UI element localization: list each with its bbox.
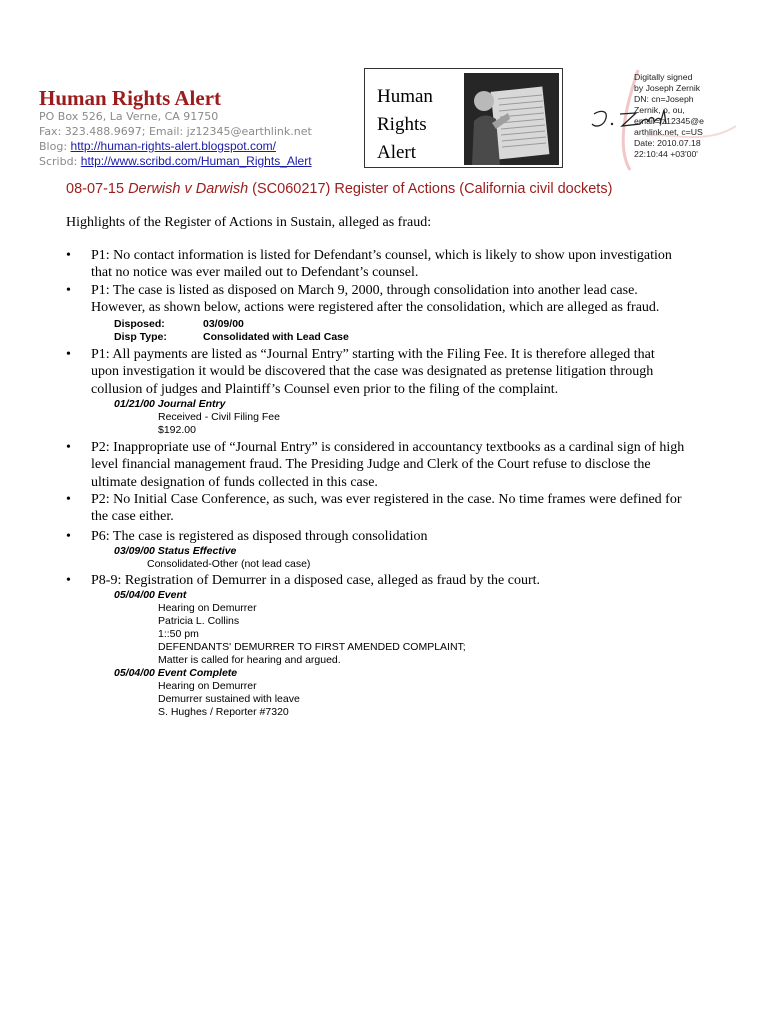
bullet-line: collusion of judges and Plaintiff’s Counsel even prior to the filing of the complaint. bbox=[91, 381, 559, 397]
bullet-line: that no notice was ever mailed out to Defendant’s counsel. bbox=[91, 265, 419, 281]
event-complete-date: 05/04/00 bbox=[114, 667, 155, 679]
event-line: Hearing on Demurrer bbox=[158, 602, 257, 614]
logo-word-2: Rights bbox=[377, 114, 427, 135]
event-complete-line: Demurrer sustained with leave bbox=[158, 693, 300, 705]
bullet-dot: • bbox=[66, 573, 71, 588]
journal-entry-amount: $192.00 bbox=[158, 424, 196, 436]
bullet-text bbox=[91, 282, 768, 317]
signature-line: Digitally signed bbox=[634, 72, 693, 82]
bullet-line: P2: Inappropriate use of “Journal Entry” is considered in accountancy textbooks as a cardinal sign of high bbox=[91, 440, 685, 455]
signature-line: by Joseph Zernik bbox=[634, 83, 701, 93]
journal-entry-title: Journal Entry bbox=[157, 398, 226, 410]
status-effective-title: Status Effective bbox=[157, 545, 237, 557]
event-complete-title: Event Complete bbox=[157, 667, 238, 679]
signature-details bbox=[634, 72, 704, 160]
bullet-line: ultimate designation of funds collected in this case. bbox=[91, 474, 378, 490]
signature-line: 22:10:44 +03'00' bbox=[634, 149, 698, 159]
bullet-dot: • bbox=[66, 492, 71, 507]
intro-text: Highlights of the Register of Actions in Sustain, alleged as fraud: bbox=[66, 215, 432, 230]
event-complete-line: Hearing on Demurrer bbox=[158, 680, 257, 692]
event-complete-heading bbox=[114, 667, 237, 680]
bullet-text bbox=[91, 528, 768, 545]
bullet-line: However, as shown below, actions were registered after the consolidation, which are alleged as fraud. bbox=[91, 300, 660, 316]
bullet-line: upon investigation it would be discovered that the case was designated as pretense litigation through bbox=[91, 364, 654, 380]
org-name: Human Rights Alert bbox=[39, 86, 222, 110]
signature-line: Zernik, o, ou, bbox=[634, 105, 685, 115]
bullet-dot: • bbox=[66, 440, 71, 455]
title-case-name: Derwish v Darwish bbox=[128, 181, 249, 197]
bullet-line: P1: All payments are listed as “Journal Entry” starting with the Filing Fee. It is therefore alleged that bbox=[91, 347, 655, 362]
journal-entry-desc: Received - Civil Filing Fee bbox=[158, 411, 280, 423]
event-title: Event bbox=[157, 589, 187, 601]
document-title bbox=[66, 181, 612, 197]
bullet-line: P8-9: Registration of Demurrer in a disposed case, alleged as fraud by the court. bbox=[91, 573, 541, 588]
logo-word-1: Human bbox=[377, 86, 433, 107]
bullet-line: P1: No contact information is listed for Defendant’s counsel, which is likely to show upon investigation bbox=[91, 248, 672, 263]
event-line: 1::50 pm bbox=[158, 628, 199, 640]
signature-line: arthlink.net, c=US bbox=[634, 127, 703, 137]
event-line: Matter is called for hearing and argued. bbox=[158, 654, 341, 666]
logo-photo bbox=[464, 73, 559, 165]
disposed-value: 03/09/00 bbox=[203, 318, 244, 330]
bullet-dot: • bbox=[66, 283, 71, 298]
bullet-text bbox=[91, 346, 768, 398]
logo-word-3: Alert bbox=[377, 142, 417, 163]
signature-line: email=jz12345@e bbox=[634, 116, 704, 126]
bullet-line: P1: The case is listed as disposed on March 9, 2000, through consolidation into another lead case. bbox=[91, 283, 638, 298]
address: PO Box 526, La Verne, CA 91750 bbox=[39, 110, 219, 123]
bullet-text bbox=[91, 572, 768, 589]
bullet-text bbox=[91, 491, 768, 526]
bullet-line: P6: The case is registered as disposed through consolidation bbox=[91, 529, 428, 544]
bullet-text bbox=[91, 247, 768, 282]
digital-signature bbox=[586, 66, 768, 176]
bullet-line: P2: No Initial Case Conference, as such, was ever registered in the case. No time frames were defined for bbox=[91, 492, 682, 507]
event-date: 05/04/00 bbox=[114, 589, 155, 601]
bullet-text bbox=[91, 439, 768, 491]
disposed-label: Disposed: bbox=[114, 318, 165, 330]
logo bbox=[364, 68, 563, 168]
journal-entry-date: 01/21/00 bbox=[114, 398, 155, 410]
bullet-dot: • bbox=[66, 529, 71, 544]
journal-entry-heading bbox=[114, 398, 225, 411]
bullet-dot: • bbox=[66, 248, 71, 263]
bullet-dot: • bbox=[66, 347, 71, 362]
title-prefix: 08-07-15 bbox=[66, 181, 129, 197]
scribd-link[interactable]: http://www.scribd.com/Human_Rights_Alert bbox=[80, 154, 312, 168]
fax-email: Fax: 323.488.9697; Email: jz12345@earthlink.net bbox=[39, 125, 312, 138]
status-effective-desc: Consolidated-Other (not lead case) bbox=[147, 558, 311, 570]
event-complete-line: S. Hughes / Reporter #7320 bbox=[158, 706, 289, 718]
scribd-line bbox=[39, 154, 312, 169]
signature-line: DN: cn=Joseph bbox=[634, 94, 694, 104]
blog-line bbox=[39, 139, 276, 154]
status-effective-date: 03/09/00 bbox=[114, 545, 155, 557]
event-line: Patricia L. Collins bbox=[158, 615, 240, 627]
title-suffix: (SC060217) Register of Actions (California civil dockets) bbox=[248, 181, 613, 197]
bullet-line: level financial management fraud. The Presiding Judge and Clerk of the Court refuse to disclose the bbox=[91, 457, 651, 473]
status-effective-heading bbox=[114, 545, 236, 558]
signature-line: Date: 2010.07.18 bbox=[634, 138, 701, 148]
disp-type-label: Disp Type: bbox=[114, 331, 167, 343]
disp-type-value: Consolidated with Lead Case bbox=[203, 331, 349, 343]
event-heading bbox=[114, 589, 186, 602]
event-line: DEFENDANTS' DEMURRER TO FIRST AMENDED COMPLAINT; bbox=[158, 641, 466, 653]
blog-label: Blog: bbox=[39, 140, 68, 153]
blog-link[interactable]: http://human-rights-alert.blogspot.com/ bbox=[70, 139, 276, 153]
bullet-line: the case either. bbox=[91, 509, 174, 525]
scribd-label: Scribd: bbox=[39, 155, 78, 168]
